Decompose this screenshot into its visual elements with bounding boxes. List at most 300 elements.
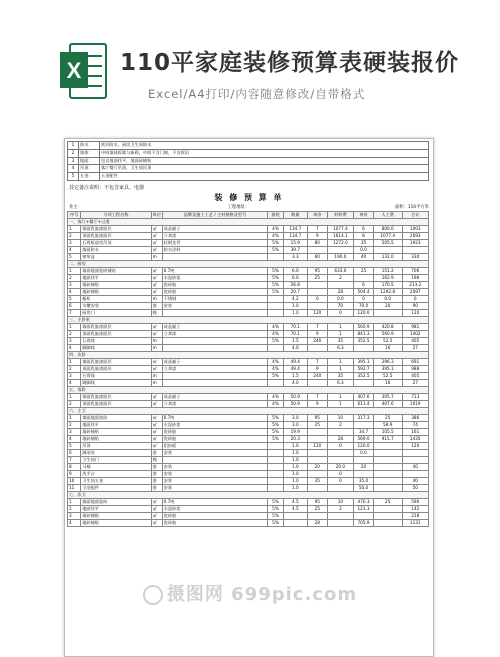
row-desc: 水泥砂浆	[162, 274, 268, 281]
row-labor-total	[373, 505, 402, 512]
row-name: 马桶	[81, 463, 151, 470]
row-unit: ㎡	[151, 274, 162, 281]
row-mat-price: 95	[307, 267, 327, 274]
row-unit: 套	[151, 302, 162, 309]
row-mat-price: 20	[307, 463, 327, 470]
row-qty: 3.3	[283, 253, 307, 260]
col-name: 分项工程名称	[81, 211, 151, 218]
row-name: 墙面乳胶漆面层	[81, 393, 151, 400]
row-mat-price	[307, 484, 327, 491]
row-qty: 70.1	[283, 323, 307, 330]
row-desc	[162, 337, 268, 344]
row-name: 地砖铺贴	[81, 519, 151, 526]
row-loss: 5%	[268, 337, 283, 344]
row-loss	[268, 477, 283, 484]
row-qty: 1.0	[283, 456, 307, 463]
address-label: 工程地址：	[227, 204, 250, 210]
row-mat-price	[307, 344, 327, 351]
note-key: 吊顶：	[79, 165, 100, 173]
row-name: 墙面乳胶漆面层	[81, 225, 151, 232]
row-total: 0	[402, 295, 428, 302]
row-name: 墙面地面瓷砖	[81, 498, 151, 505]
row-mat-total: 1	[327, 365, 353, 372]
info-row	[69, 204, 429, 210]
table-row	[68, 512, 429, 519]
row-desc: 瓷砖胶	[162, 281, 268, 288]
row-total: 142	[402, 505, 428, 512]
row-loss: 4%	[268, 232, 283, 239]
row-labor-price: 841.3	[354, 330, 374, 337]
row-no: 5	[68, 295, 81, 302]
row-labor-price	[354, 470, 374, 477]
row-unit: ㎡	[151, 435, 162, 442]
table-row	[68, 358, 429, 365]
row-labor-total: 162.9	[373, 274, 402, 281]
row-no: 4	[68, 288, 81, 295]
row-labor-price: 317.3	[354, 414, 374, 421]
table-row	[68, 456, 429, 463]
row-unit: m	[151, 295, 162, 302]
row-name: 墙面地面瓷砖铺贴	[81, 267, 151, 274]
row-total: 2097	[402, 288, 428, 295]
row-unit: ㎡	[151, 505, 162, 512]
row-labor-total: 0.0	[373, 295, 402, 302]
row-labor-total: 52.5	[373, 372, 402, 379]
note-row	[68, 157, 429, 165]
row-total: 50	[402, 484, 428, 491]
row-unit: 套	[151, 484, 162, 491]
row-desc: 瓷砖胶	[162, 519, 268, 526]
row-mat-price: 9	[307, 365, 327, 372]
row-total: 590	[402, 498, 428, 505]
row-qty: 50.9	[283, 393, 307, 400]
row-no: 2	[68, 232, 81, 239]
row-mat-price: 9	[307, 330, 327, 337]
note-key: 地面：	[79, 157, 100, 165]
row-qty	[283, 519, 307, 526]
row-qty: 50.9	[283, 400, 307, 407]
row-mat-price	[307, 428, 327, 435]
row-mat-total: 10	[327, 498, 353, 505]
row-desc: 防水涂料	[162, 246, 268, 253]
row-name: 卫生间五金	[81, 477, 151, 484]
row-desc: 瓷砖胶	[162, 512, 268, 519]
row-mat-total: 35	[327, 337, 353, 344]
row-mat-total: 0	[327, 309, 353, 316]
row-unit: 套	[151, 463, 162, 470]
row-no: 6	[68, 302, 81, 309]
row-labor-total: 505.5	[373, 239, 402, 246]
row-mat-price: 25	[307, 274, 327, 281]
row-qty: 1.0	[283, 463, 307, 470]
row-total: 2693	[402, 232, 428, 239]
row-unit: ㎡	[151, 330, 162, 337]
row-labor-total: 1077.4	[373, 232, 402, 239]
row-no: 7	[68, 456, 81, 463]
row-loss: 5%	[268, 239, 283, 246]
row-name: 吊顶	[81, 442, 151, 449]
table-row	[68, 421, 429, 428]
table-row	[68, 463, 429, 470]
row-mat-total: 1272.0	[327, 239, 353, 246]
row-unit: ㎡	[151, 414, 162, 421]
row-no: 2	[68, 505, 81, 512]
row-unit: 樘	[151, 456, 162, 463]
area-label: 面积：110平方米	[395, 204, 429, 210]
row-no: 4	[68, 246, 81, 253]
row-labor-total: 915.7	[373, 435, 402, 442]
watermark-logo-icon	[143, 585, 163, 605]
row-total: 27	[402, 344, 428, 351]
row-total	[402, 449, 428, 456]
row-labor-price: 352.5	[354, 372, 374, 379]
row-total: 1402	[402, 330, 428, 337]
note-key: 防水：	[79, 142, 100, 150]
section-row	[68, 386, 429, 393]
row-mat-total: 10	[327, 414, 353, 421]
table-row	[68, 372, 429, 379]
row-labor-price	[354, 456, 374, 463]
row-labor-total: 25	[373, 498, 402, 505]
row-no: 2	[68, 365, 81, 372]
table-row	[68, 246, 429, 253]
row-labor-total	[373, 442, 402, 449]
row-labor-price: 395.1	[354, 358, 374, 365]
row-unit: m	[151, 344, 162, 351]
col-mat-total: 材料费	[327, 211, 353, 218]
row-mat-total: 1	[327, 393, 353, 400]
note-row	[68, 149, 429, 157]
row-labor-total: 58.9	[373, 421, 402, 428]
row-total: 330	[402, 253, 428, 260]
row-loss	[268, 253, 283, 260]
owner-label: 业主：	[69, 204, 82, 210]
row-mat-total: 633.0	[327, 267, 353, 274]
row-unit: ㎡	[151, 421, 162, 428]
table-row	[68, 435, 429, 442]
row-total: 981	[402, 323, 428, 330]
row-total: 1019	[402, 400, 428, 407]
row-loss	[268, 379, 283, 386]
row-qty: 19.9	[283, 428, 307, 435]
row-mat-total: 190.0	[327, 253, 353, 260]
row-labor-total: 170.5	[373, 281, 402, 288]
row-loss: 5%	[268, 421, 283, 428]
row-unit: ㎡	[151, 512, 162, 519]
row-labor-total: 20	[373, 302, 402, 309]
row-no: 10	[68, 477, 81, 484]
row-labor-price	[354, 344, 374, 351]
row-total	[402, 246, 428, 253]
table-row	[68, 393, 429, 400]
row-mat-price: 25	[307, 421, 327, 428]
row-unit: 套	[151, 470, 162, 477]
table-row	[68, 470, 429, 477]
table-row	[68, 484, 429, 491]
watermark: 摄图网 699pic.com	[0, 580, 500, 606]
table-row	[68, 225, 429, 232]
row-loss: 5%	[268, 372, 283, 379]
row-unit: ㎡	[151, 400, 162, 407]
row-labor-total	[373, 519, 402, 526]
section-title: 七、次卫	[68, 491, 429, 498]
budget-title: 装 修 预 算 单	[214, 192, 284, 202]
note-key: 五金：	[79, 173, 100, 181]
row-labor-total	[373, 512, 402, 519]
row-name: 橱柜	[81, 295, 151, 302]
row-name: 墙砖铺贴	[81, 428, 151, 435]
row-labor-total: 296.3	[373, 358, 402, 365]
table-row	[68, 477, 429, 484]
note-number: 5	[68, 173, 79, 181]
row-labor-price: 8	[354, 232, 374, 239]
row-desc: 成品腻子	[162, 323, 268, 330]
row-qty: 49.4	[283, 365, 307, 372]
row-mat-price: 240	[307, 372, 327, 379]
col-unit: 单位	[152, 212, 162, 218]
table-row	[68, 400, 429, 407]
section-title: 五、客卧	[68, 386, 429, 393]
row-qty: 134.7	[283, 232, 307, 239]
row-desc: 成品腻子	[162, 393, 268, 400]
row-qty: 4.2	[283, 295, 307, 302]
row-mat-price: 9	[307, 400, 327, 407]
row-qty: 134.7	[283, 225, 307, 232]
row-total: 706	[402, 267, 428, 274]
row-loss: 4%	[268, 400, 283, 407]
row-loss: 5%	[268, 428, 283, 435]
row-labor-price: 50.0	[354, 484, 374, 491]
row-unit: ㎡	[151, 498, 162, 505]
row-labor-total: 1292.8	[373, 288, 402, 295]
row-no: 1	[68, 414, 81, 421]
row-labor-price	[354, 421, 374, 428]
row-mat-price	[307, 456, 327, 463]
row-labor-price: 40	[354, 253, 374, 260]
row-unit: m	[151, 372, 162, 379]
row-loss: 5%	[268, 512, 283, 519]
row-labor-price: 352.5	[354, 337, 374, 344]
row-labor-price: 34.7	[354, 428, 374, 435]
table-row	[68, 267, 429, 274]
row-name: 地面找平	[81, 421, 151, 428]
row-loss: 5%	[268, 498, 283, 505]
row-loss: 5%	[268, 288, 283, 295]
row-mat-total: 20.0	[327, 463, 353, 470]
col-total: 合计	[402, 211, 428, 218]
row-qty	[283, 512, 307, 519]
row-desc: 铝扣板	[162, 442, 268, 449]
row-total: 196	[402, 274, 428, 281]
row-mat-total: 0	[327, 442, 353, 449]
excel-icon	[60, 42, 108, 100]
row-total: 1131	[402, 519, 428, 526]
row-qty: 1.0	[283, 309, 307, 316]
table-row	[68, 365, 429, 372]
row-labor-total	[373, 470, 402, 477]
row-total: 161	[402, 428, 428, 435]
row-desc: 0.7吨	[162, 267, 268, 274]
row-mat-total: 0	[327, 470, 353, 477]
row-qty: 20.3	[283, 435, 307, 442]
row-name: 顶面乳胶漆面层	[81, 232, 151, 239]
row-labor-price: 476.3	[354, 498, 374, 505]
table-row	[68, 505, 429, 512]
note-number: 1	[68, 142, 79, 150]
row-desc	[162, 372, 268, 379]
row-no: 7	[68, 309, 81, 316]
row-no: 4	[68, 379, 81, 386]
row-desc	[162, 344, 268, 351]
row-labor-total: 800.0	[373, 225, 402, 232]
row-labor-total	[373, 463, 402, 470]
row-mat-total: 1614.1	[327, 232, 353, 239]
row-unit: ㎡	[151, 428, 162, 435]
row-labor-price: 569.0	[354, 435, 374, 442]
row-unit: ㎡	[151, 267, 162, 274]
row-mat-total: 35	[327, 372, 353, 379]
row-mat-total	[327, 519, 353, 526]
row-labor-total	[373, 456, 402, 463]
row-qty: 1.0	[283, 477, 307, 484]
row-mat-price	[307, 435, 327, 442]
row-name: 卫浴配件	[81, 484, 151, 491]
table-header-row	[68, 211, 429, 218]
row-labor-total: 132.0	[373, 253, 402, 260]
row-mat-price: 35	[307, 477, 327, 484]
row-name: 墙面防水	[81, 246, 151, 253]
row-mat-price	[307, 449, 327, 456]
row-labor-price: 504.4	[354, 288, 374, 295]
row-desc: 安装	[162, 302, 268, 309]
row-name: 窗帘盒	[81, 253, 151, 260]
row-desc: 轻钢龙骨	[162, 239, 268, 246]
row-loss	[268, 309, 283, 316]
table-row	[68, 449, 429, 456]
row-total: 120	[402, 442, 428, 449]
row-total	[402, 470, 428, 477]
note-text: 客厅餐厅吊顶，卫生间吊顶	[100, 165, 429, 173]
row-total: 1003	[402, 225, 428, 232]
row-unit: ㎡	[151, 225, 162, 232]
row-desc	[162, 253, 268, 260]
svg-text:X: X	[66, 58, 82, 83]
row-unit: ㎡	[151, 281, 162, 288]
row-desc: 安装	[162, 449, 268, 456]
row-loss: 5%	[268, 435, 283, 442]
row-name: 踢脚线	[81, 344, 151, 351]
row-labor-price: 0.0	[354, 449, 374, 456]
row-no: 1	[68, 225, 81, 232]
col-no: 序号	[68, 211, 81, 218]
row-desc: 瓷砖胶	[162, 435, 268, 442]
row-total: 120	[402, 309, 428, 316]
row-loss: 4%	[268, 323, 283, 330]
row-desc: 安装	[162, 477, 268, 484]
row-unit: ㎡	[151, 393, 162, 400]
row-mat-total	[327, 449, 353, 456]
section-title: 三、主卧室	[68, 316, 429, 323]
row-name: 地面找平	[81, 274, 151, 281]
row-total: 386	[402, 414, 428, 421]
section-title: 四、次卧	[68, 351, 429, 358]
row-no: 2	[68, 400, 81, 407]
note-row	[68, 173, 429, 181]
row-qty: 70.1	[283, 330, 307, 337]
row-desc: 立邦漆	[162, 400, 268, 407]
page-title: 110平家庭装修预算表硬装报价	[120, 50, 460, 76]
table-row	[68, 330, 429, 337]
row-total: 218	[402, 512, 428, 519]
section-row	[68, 218, 429, 225]
table-row	[68, 344, 429, 351]
row-total: 74	[402, 421, 428, 428]
row-loss	[268, 456, 283, 463]
row-unit: 套	[151, 449, 162, 456]
row-labor-price: 121.3	[354, 505, 374, 512]
row-qty: 4.0	[283, 344, 307, 351]
row-name: 墙面地面瓷砖	[81, 414, 151, 421]
row-unit: ㎡	[151, 246, 162, 253]
row-loss: 5%	[268, 281, 283, 288]
row-total: 1435	[402, 435, 428, 442]
note-text: 五金配件	[100, 173, 429, 181]
row-labor-price: 0.0	[354, 246, 374, 253]
table-row	[68, 302, 429, 309]
row-unit: ㎡	[151, 519, 162, 526]
row-mat-total	[327, 456, 353, 463]
row-mat-total: 2	[327, 421, 353, 428]
row-qty: 3.0	[283, 414, 307, 421]
row-labor-price: 20	[354, 463, 374, 470]
row-labor-price	[354, 379, 374, 386]
row-name: 墙面乳胶漆面层	[81, 358, 151, 365]
row-labor-total: 560.9	[373, 330, 402, 337]
row-loss: 4%	[268, 330, 283, 337]
row-unit: 套	[151, 477, 162, 484]
row-mat-total: 70	[327, 302, 353, 309]
note-row	[68, 165, 429, 173]
section-row	[68, 351, 429, 358]
col-labor-total: 人工费	[373, 211, 402, 218]
table-row	[68, 232, 429, 239]
col-desc: 品牌及施工工艺 / 主材规格及型号	[162, 211, 268, 218]
row-no: 3	[68, 281, 81, 288]
row-mat-total: 0	[327, 477, 353, 484]
row-mat-total	[327, 428, 353, 435]
row-loss: 5%	[268, 414, 283, 421]
row-desc	[162, 379, 268, 386]
row-name: 水槽安装	[81, 302, 151, 309]
row-loss: 5%	[268, 505, 283, 512]
row-labor-total: 395.1	[373, 365, 402, 372]
row-loss: 4%	[268, 365, 283, 372]
budget-table	[67, 211, 429, 527]
table-row	[68, 253, 429, 260]
row-total: 40	[402, 463, 428, 470]
row-mat-total: 28	[327, 288, 353, 295]
row-labor-total	[373, 309, 402, 316]
row-no: 4	[68, 344, 81, 351]
table-row	[68, 295, 429, 302]
row-name: 厨房门	[81, 309, 151, 316]
row-mat-total	[327, 281, 353, 288]
row-total: 90	[402, 302, 428, 309]
row-desc: 0.7吨	[162, 498, 268, 505]
section-row	[68, 260, 429, 267]
row-mat-price: 60	[307, 253, 327, 260]
row-loss	[268, 295, 283, 302]
